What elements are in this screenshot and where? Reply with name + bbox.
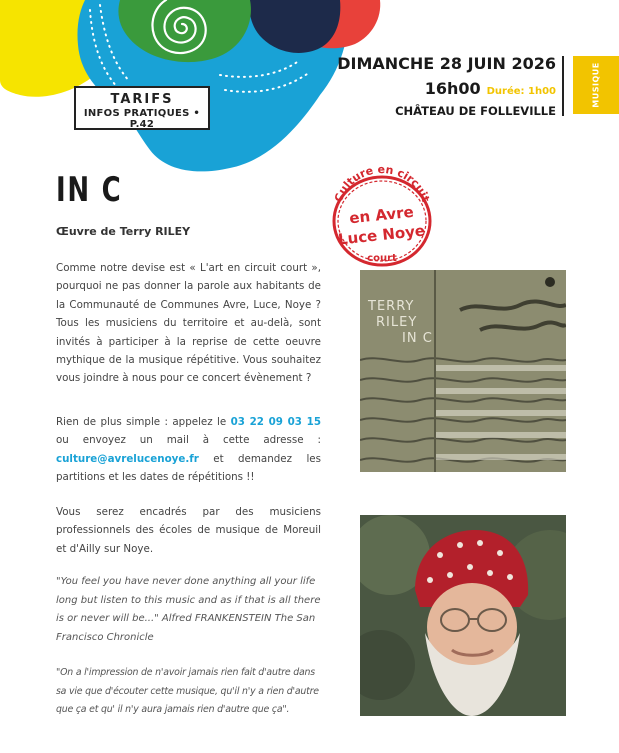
event-time-row [425,79,556,98]
contact-text-1: Rien de plus simple : appelez le [56,416,231,428]
tarifs-title: TARIFS [110,92,174,107]
quote-english: "You feel you have never done anything all your life long but listen to this music and as if that is all there is or never will be..." Alfred FRANKENSTEIN The San Francisco Chronicle [56,576,321,643]
stamp-line1: en Avre [348,202,415,228]
event-duration: Durée: 1h00 [486,86,556,97]
phone-link[interactable]: 03 22 09 03 15 [230,416,321,428]
event-date: DIMANCHE 28 JUIN 2026 [337,54,556,73]
intro-paragraph: Comme notre devise est « L'art en circuit court », pourquoi ne pas donner la parole aux habitants de la Communauté de Communes Avre, Luce, Noye ? Tous les musiciens du territoire et au-delà, sont invités à participer à la reprise de cette oeuvre mythique de la musique répétitive. Vous souhaitez vous joindre à nous pour ce concert évènement ? [56,262,321,385]
svg-text:Culture en circuit [332,165,432,204]
category-label: MUSIQUE [591,62,601,108]
event-place: CHÂTEAU DE FOLLEVILLE [395,104,556,118]
tarifs-box[interactable] [74,86,210,130]
category-tab [573,56,619,114]
supervision-paragraph: Vous serez encadrés par des musiciens professionnels des écoles de musique de Moreuil et d'Ailly sur Noye. [56,506,321,555]
event-time: 16h00 [424,79,481,98]
stamp-top-text: Culture en circuit [331,165,433,204]
stamp-bottom-text: court [367,253,397,264]
portrait-art [360,515,566,716]
quote-french: "On a l'impression de n'avoir jamais rien fait d'autre dans sa vie que d'écouter cette musique, qu'il n'y a rien d'autre que ça et qu' il n'y aura jamais rien d'autre que ça". [56,667,319,716]
album-cover-image [360,270,566,472]
culture-circuit-court-stamp [322,165,440,273]
album-art [360,270,566,472]
work-subtitle: Œuvre de Terry RILEY [56,225,191,238]
contact-text-3: et demandez les partitions et les dates de répétitions !! [56,452,321,484]
page-title: IN C [56,170,123,210]
album-title-line2: RILEY [376,315,418,330]
header-divider [562,56,564,116]
tarifs-subtitle: INFOS PRATIQUES • P.42 [83,108,201,130]
email-link[interactable]: culture@avrelucenoye.fr [56,452,199,465]
contact-paragraph [56,413,321,487]
album-title-line3: IN C [402,331,433,346]
album-title-line1: TERRY [368,299,415,314]
contact-text-2: ou envoyez un mail à cette adresse : [56,434,321,447]
stamp-line2: Luce Noye [337,221,426,249]
terry-riley-portrait-image [360,515,566,716]
